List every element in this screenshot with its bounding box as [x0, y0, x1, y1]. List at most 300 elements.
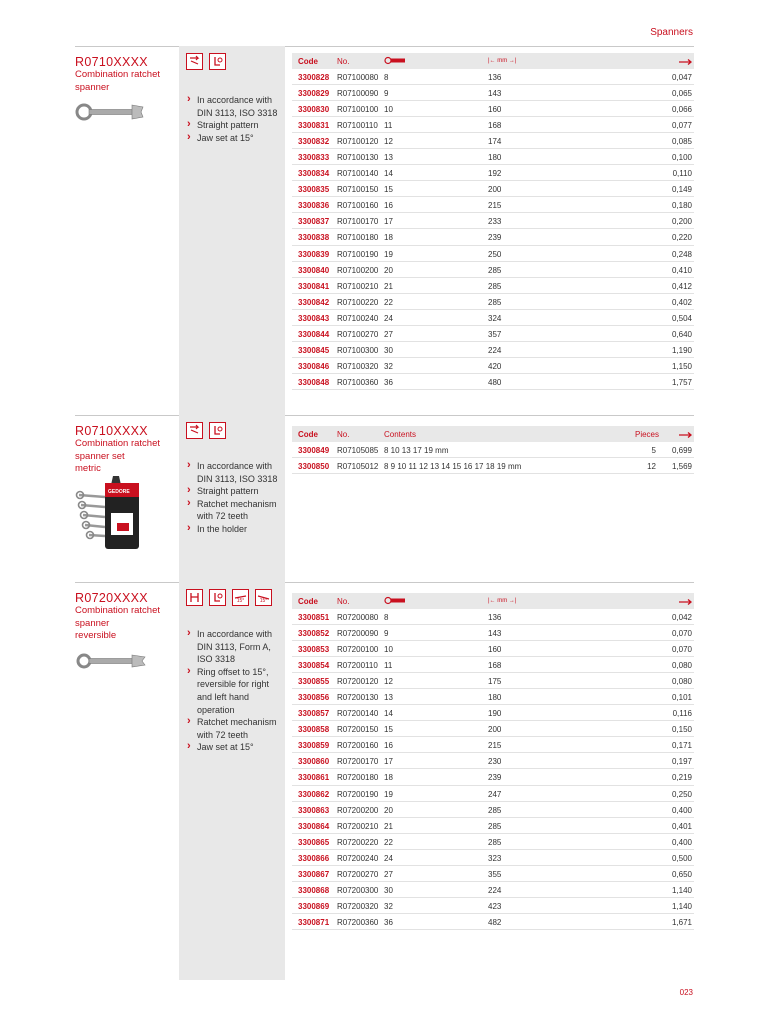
- table-cell-len: 224: [488, 345, 502, 355]
- table-cell-wt: 0,200: [671, 217, 692, 227]
- table-cell-sz: 8: [384, 73, 389, 82]
- table-cell-sz: 9: [384, 629, 389, 639]
- table-row: [292, 721, 694, 737]
- ratchet-15-icon: [186, 53, 203, 70]
- table-cell-no: R07105085: [337, 446, 379, 455]
- table-cell-no: R07200300: [337, 885, 379, 895]
- table-cell-sz: 30: [384, 885, 393, 895]
- table-cell-code: 3300845: [298, 345, 330, 355]
- table-cell-sz: 16: [384, 201, 393, 211]
- table-cell-wt: 0,080: [671, 677, 692, 687]
- table-cell-len: 285: [488, 297, 502, 307]
- table-cell-no: R07200090: [337, 629, 379, 639]
- table-row: [292, 882, 694, 898]
- table-cell-code: 3300850: [298, 462, 330, 472]
- table-cell-wt: 0,077: [671, 121, 692, 131]
- table-cell-wt: 0,149: [671, 185, 692, 195]
- table-cell-no: R07100110: [337, 121, 378, 131]
- table-cell-code: 3300854: [298, 661, 330, 671]
- col-pieces: Pieces: [634, 430, 659, 439]
- table-row: [292, 802, 694, 818]
- table-cell-wt: 0,197: [671, 757, 692, 767]
- table-cell-wt: 0,171: [671, 741, 692, 751]
- table-cell-sz: 21: [384, 281, 393, 291]
- feature-item: › Straight pattern: [186, 119, 284, 132]
- table-cell-code: 3300831: [298, 121, 330, 131]
- table-row: [292, 625, 694, 641]
- product-table: [292, 53, 694, 390]
- table-cell-code: 3300840: [298, 265, 330, 275]
- table-cell-no: R07200150: [337, 725, 379, 735]
- table-cell-code: 3300835: [298, 185, 330, 195]
- reversible-icon: [186, 589, 203, 606]
- size-icon: [384, 56, 406, 67]
- table-cell-sz: 17: [384, 757, 393, 767]
- product-sku: R0720XXXX: [75, 591, 148, 605]
- table-cell-wt: 0,650: [671, 869, 692, 879]
- table-cell-sz: 15: [384, 185, 393, 195]
- table-cell-sz: 21: [384, 821, 393, 831]
- col-length: |← mm →|: [488, 58, 517, 64]
- feature-item: › Ring offset to 15°, reversible for right and left hand operation: [186, 666, 284, 716]
- table-cell-sz: 14: [384, 709, 393, 719]
- table-cell-code: 3300871: [298, 917, 330, 927]
- table-cell-no: R07200210: [337, 821, 379, 831]
- table-cell-wt: 1,140: [671, 885, 692, 895]
- table-cell-sz: 14: [384, 169, 393, 179]
- table-cell-no: R07100270: [337, 329, 379, 339]
- feature-item: › In accordance with DIN 3113, ISO 3318: [186, 94, 284, 119]
- table-cell-sz: 36: [384, 377, 393, 387]
- table-cell-sz: 10: [384, 645, 393, 655]
- table-cell-wt: 0,220: [671, 233, 692, 243]
- table-cell-sz: 11: [384, 661, 393, 671]
- col-code: Code: [298, 57, 318, 66]
- table-cell-sz: 24: [384, 313, 393, 323]
- table-cell-wt: 0,401: [671, 821, 692, 831]
- table-cell-no: R07100160: [337, 201, 379, 211]
- table-cell-len: 239: [488, 233, 502, 243]
- table-cell-wt: 0,101: [671, 693, 692, 703]
- product-sku: R0710XXXX: [75, 55, 148, 69]
- table-cell-len: 250: [488, 249, 502, 259]
- table-cell-no: R07200220: [337, 837, 379, 847]
- table-cell-sz: 10: [384, 105, 393, 115]
- table-cell-len: 285: [488, 805, 502, 815]
- table-cell-len: 285: [488, 281, 502, 291]
- table-cell-no: R07100090: [337, 89, 379, 99]
- table-header: [292, 593, 694, 609]
- table-cell-len: 423: [488, 901, 502, 911]
- table-cell-no: R07100200: [337, 265, 379, 275]
- feature-item: › In accordance with DIN 3113, ISO 3318: [186, 460, 284, 485]
- table-cell-wt: 0,412: [671, 281, 692, 291]
- table-cell-no: R07100210: [337, 281, 379, 291]
- col-contents: Contents: [384, 430, 417, 439]
- table-cell-sz: 12: [384, 137, 393, 147]
- table-row: [292, 197, 694, 213]
- table-cell-no: R07200360: [337, 917, 379, 927]
- table-cell-wt: 1,671: [671, 917, 692, 927]
- product-description: Combination ratchet spanner set metric: [75, 438, 161, 474]
- table-cell-code: 3300846: [298, 361, 330, 371]
- table-cell-code: 3300865: [298, 837, 330, 847]
- col-code: Code: [298, 430, 318, 439]
- table-cell-wt: 0,066: [671, 105, 692, 115]
- table-row: [292, 914, 694, 930]
- table-cell-len: 136: [488, 73, 502, 82]
- table-cell-code: 3300858: [298, 725, 330, 735]
- weight-icon: [678, 58, 692, 67]
- table-cell-code: 3300862: [298, 789, 330, 799]
- table-cell-wt: 1,150: [671, 361, 692, 371]
- product-section-ratchet-spanner: [75, 46, 694, 416]
- table-cell-no: R07200270: [337, 869, 379, 879]
- table-cell-len: 160: [488, 645, 502, 655]
- table-cell-code: 3300856: [298, 693, 330, 703]
- table-cell-sz: 30: [384, 345, 393, 355]
- table-cell-no: R07100140: [337, 169, 379, 179]
- table-cell-len: 285: [488, 837, 502, 847]
- table-row: [292, 737, 694, 753]
- table-row: [292, 834, 694, 850]
- table-cell-len: 420: [488, 361, 502, 371]
- table-cell-code: 3300852: [298, 629, 330, 639]
- table-cell-wt: 0,070: [671, 645, 692, 655]
- table-cell-code: 3300869: [298, 901, 330, 911]
- table-cell-no: R07100190: [337, 249, 379, 259]
- features-panel: [179, 415, 285, 582]
- table-cell-code: 3300833: [298, 153, 330, 163]
- table-cell-code: 3300837: [298, 217, 330, 227]
- table-cell-no: R07100150: [337, 185, 379, 195]
- table-cell-no: R07200190: [337, 789, 379, 799]
- product-description: Combination ratchet spanner reversible: [75, 605, 161, 641]
- table-cell-code: 3300843: [298, 313, 330, 323]
- table-row: [292, 769, 694, 785]
- feature-item: › Straight pattern: [186, 485, 284, 498]
- table-row: [292, 133, 694, 149]
- table-cell-no: R07105012: [337, 462, 379, 472]
- table-header: [292, 426, 694, 442]
- table-cell-no: R07100360: [337, 377, 379, 387]
- table-row: [292, 165, 694, 181]
- table-cell-pcs: 5: [651, 446, 656, 455]
- table-row: [292, 262, 694, 278]
- page-number: 023: [679, 988, 693, 997]
- table-cell-sz: 27: [384, 329, 393, 339]
- table-cell-wt: 0,219: [671, 773, 692, 783]
- col-code: Code: [298, 597, 318, 606]
- table-cell-len: 357: [488, 329, 502, 339]
- table-cell-code: 3300848: [298, 377, 330, 387]
- col-no: No.: [337, 430, 350, 439]
- table-cell-sz: 22: [384, 837, 393, 847]
- feature-list: [186, 628, 284, 754]
- table-cell-sz: 8 9 10 11 12 13 14 15 16 17 18 19 mm: [384, 462, 522, 472]
- table-body: [292, 442, 694, 474]
- feature-list: [186, 94, 284, 144]
- table-cell-wt: 0,504: [671, 313, 692, 323]
- feature-list: [186, 460, 284, 536]
- table-cell-sz: 22: [384, 297, 393, 307]
- table-cell-sz: 16: [384, 741, 393, 751]
- table-cell-code: 3300832: [298, 137, 330, 147]
- table-cell-sz: 8 10 13 17 19 mm: [384, 446, 449, 455]
- table-cell-code: 3300830: [298, 105, 330, 115]
- table-cell-no: R07200110: [337, 661, 378, 671]
- size-icon: [384, 596, 406, 607]
- table-cell-len: 168: [488, 121, 502, 131]
- table-cell-code: 3300859: [298, 741, 330, 751]
- table-row: [292, 229, 694, 245]
- feature-item: › In the holder: [186, 523, 284, 536]
- table-row: [292, 294, 694, 310]
- table-cell-len: 180: [488, 153, 502, 163]
- table-cell-code: 3300834: [298, 169, 330, 179]
- iso-standard-icon: [209, 53, 226, 70]
- table-row: [292, 69, 694, 85]
- table-cell-wt: 0,110: [672, 169, 692, 179]
- table-cell-no: R07100120: [337, 137, 379, 147]
- col-length: |← mm →|: [488, 598, 517, 604]
- table-cell-len: 480: [488, 377, 502, 387]
- table-cell-wt: 1,140: [671, 901, 692, 911]
- table-cell-wt: 0,248: [671, 249, 692, 259]
- table-row: [292, 641, 694, 657]
- table-cell-wt: 1,190: [671, 345, 692, 355]
- table-cell-code: 3300860: [298, 757, 330, 767]
- table-cell-no: R07200160: [337, 741, 379, 751]
- table-cell-no: R07100220: [337, 297, 379, 307]
- table-cell-len: 323: [488, 853, 502, 863]
- iso-standard-icon: [209, 422, 226, 439]
- table-cell-sz: 12: [384, 677, 393, 687]
- table-cell-no: R07200320: [337, 901, 379, 911]
- table-cell-len: 482: [488, 917, 502, 927]
- table-cell-no: R07200140: [337, 709, 379, 719]
- table-cell-len: 355: [488, 869, 502, 879]
- table-row: [292, 458, 694, 474]
- table-cell-len: 285: [488, 821, 502, 831]
- spanner-set-holder-image: [75, 473, 147, 553]
- table-cell-wt: 0,250: [671, 789, 692, 799]
- table-cell-wt: 0,116: [672, 709, 692, 719]
- table-cell-len: 180: [488, 693, 502, 703]
- table-row: [292, 374, 694, 390]
- features-panel: [179, 582, 285, 980]
- table-cell-len: 324: [488, 313, 502, 323]
- table-cell-wt: 0,100: [671, 153, 692, 163]
- table-cell-code: 3300853: [298, 645, 330, 655]
- table-cell-wt: 0,699: [671, 446, 692, 455]
- table-row: [292, 85, 694, 101]
- table-row: [292, 753, 694, 769]
- table-cell-wt: 0,400: [671, 805, 692, 815]
- table-cell-wt: 0,180: [671, 201, 692, 211]
- table-cell-no: R07100300: [337, 345, 379, 355]
- product-table: [292, 593, 694, 930]
- table-cell-wt: 1,757: [671, 377, 692, 387]
- table-cell-no: R07200200: [337, 805, 379, 815]
- table-cell-len: 215: [488, 201, 502, 211]
- table-cell-wt: 0,500: [671, 853, 692, 863]
- table-cell-wt: 0,410: [671, 265, 692, 275]
- table-cell-wt: 0,150: [671, 725, 692, 735]
- table-row: [292, 866, 694, 882]
- table-row: [292, 213, 694, 229]
- table-cell-len: 230: [488, 757, 502, 767]
- table-row: [292, 609, 694, 625]
- feature-item: › Ratchet mechanism with 72 teeth: [186, 498, 284, 523]
- product-section-reversible-spanner: [75, 582, 694, 980]
- table-cell-pcs: 12: [647, 462, 656, 472]
- table-cell-no: R07100240: [337, 313, 379, 323]
- table-cell-sz: 36: [384, 917, 393, 927]
- table-cell-len: 239: [488, 773, 502, 783]
- table-cell-sz: 20: [384, 265, 393, 275]
- table-row: [292, 850, 694, 866]
- table-cell-sz: 13: [384, 693, 393, 703]
- col-no: No.: [337, 597, 350, 606]
- table-cell-len: 136: [488, 613, 502, 622]
- table-cell-wt: 1,569: [671, 462, 692, 472]
- table-cell-len: 247: [488, 789, 502, 799]
- table-cell-code: 3300861: [298, 773, 330, 783]
- table-cell-no: R07200080: [337, 613, 379, 622]
- table-cell-no: R07200100: [337, 645, 379, 655]
- table-cell-code: 3300844: [298, 329, 330, 339]
- feature-item: › In accordance with DIN 3113, Form A, ISO 3318: [186, 628, 284, 666]
- ratchet-spanner-image: [75, 101, 145, 123]
- table-row: [292, 117, 694, 133]
- table-cell-sz: 15: [384, 725, 393, 735]
- table-cell-no: R07100130: [337, 153, 379, 163]
- table-row: [292, 689, 694, 705]
- table-cell-len: 143: [488, 629, 502, 639]
- table-cell-code: 3300868: [298, 885, 330, 895]
- table-cell-sz: 18: [384, 773, 393, 783]
- table-body: [292, 609, 694, 930]
- features-panel: [179, 46, 285, 416]
- table-cell-sz: 32: [384, 901, 393, 911]
- product-sku: R0710XXXX: [75, 424, 148, 438]
- table-cell-code: 3300851: [298, 613, 330, 622]
- table-cell-no: R07100080: [337, 73, 379, 82]
- table-cell-no: R07200240: [337, 853, 379, 863]
- table-cell-sz: 8: [384, 613, 389, 622]
- table-row: [292, 278, 694, 294]
- table-cell-code: 3300857: [298, 709, 330, 719]
- table-cell-len: 143: [488, 89, 502, 99]
- table-row: [292, 358, 694, 374]
- table-row: [292, 326, 694, 342]
- table-cell-no: R07100320: [337, 361, 379, 371]
- iso-standard-icon: [209, 589, 226, 606]
- table-cell-no: R07200170: [337, 757, 379, 767]
- table-cell-sz: 19: [384, 789, 393, 799]
- table-body: [292, 69, 694, 390]
- table-cell-len: 192: [488, 169, 502, 179]
- table-cell-wt: 0,402: [671, 297, 692, 307]
- offset-15-icon: 15°: [232, 589, 249, 606]
- jaw-15-icon: 15°: [255, 589, 272, 606]
- table-cell-wt: 0,400: [671, 837, 692, 847]
- table-cell-code: 3300849: [298, 446, 330, 455]
- table-cell-wt: 0,080: [671, 661, 692, 671]
- table-cell-code: 3300839: [298, 249, 330, 259]
- table-row: [292, 657, 694, 673]
- table-row: [292, 673, 694, 689]
- reversible-spanner-image: [75, 652, 147, 670]
- table-cell-no: R07200180: [337, 773, 379, 783]
- table-cell-wt: 0,042: [671, 613, 692, 622]
- table-cell-code: 3300866: [298, 853, 330, 863]
- page-category: Spanners: [650, 27, 693, 38]
- table-cell-wt: 0,047: [671, 73, 692, 82]
- table-cell-len: 175: [488, 677, 502, 687]
- table-cell-sz: 19: [384, 249, 393, 259]
- table-cell-len: 200: [488, 725, 502, 735]
- table-cell-code: 3300842: [298, 297, 330, 307]
- product-table: [292, 426, 694, 474]
- table-cell-len: 224: [488, 885, 502, 895]
- feature-item: › Ratchet mechanism with 72 teeth: [186, 716, 284, 741]
- ratchet-15-icon: [186, 422, 203, 439]
- table-cell-no: R07100100: [337, 105, 379, 115]
- table-cell-sz: 17: [384, 217, 393, 227]
- table-header: [292, 53, 694, 69]
- table-row: [292, 705, 694, 721]
- table-cell-len: 200: [488, 185, 502, 195]
- table-cell-sz: 11: [384, 121, 393, 131]
- table-cell-no: R07200130: [337, 693, 379, 703]
- table-row: [292, 442, 694, 458]
- table-cell-len: 215: [488, 741, 502, 751]
- table-cell-len: 168: [488, 661, 502, 671]
- product-section-spanner-set: [75, 415, 694, 582]
- table-cell-sz: 13: [384, 153, 393, 163]
- table-cell-sz: 18: [384, 233, 393, 243]
- table-cell-no: R07100180: [337, 233, 379, 243]
- table-cell-code: 3300863: [298, 805, 330, 815]
- table-cell-sz: 20: [384, 805, 393, 815]
- table-cell-len: 233: [488, 217, 502, 227]
- weight-icon: [678, 431, 692, 440]
- table-row: [292, 786, 694, 802]
- table-cell-wt: 0,065: [671, 89, 692, 99]
- table-cell-code: 3300855: [298, 677, 330, 687]
- feature-item: › Jaw set at 15°: [186, 132, 284, 145]
- table-cell-wt: 0,085: [671, 137, 692, 147]
- table-cell-len: 190: [488, 709, 502, 719]
- table-row: [292, 818, 694, 834]
- table-cell-sz: 27: [384, 869, 393, 879]
- table-row: [292, 310, 694, 326]
- table-cell-len: 160: [488, 105, 502, 115]
- table-cell-code: 3300841: [298, 281, 330, 291]
- col-no: No.: [337, 57, 350, 66]
- table-cell-wt: 0,070: [671, 629, 692, 639]
- table-row: [292, 149, 694, 165]
- table-cell-code: 3300867: [298, 869, 330, 879]
- feature-item: › Jaw set at 15°: [186, 741, 284, 754]
- table-cell-no: R07200120: [337, 677, 379, 687]
- table-cell-code: 3300828: [298, 73, 330, 82]
- weight-icon: [678, 598, 692, 607]
- table-cell-len: 174: [488, 137, 502, 147]
- table-cell-len: 285: [488, 265, 502, 275]
